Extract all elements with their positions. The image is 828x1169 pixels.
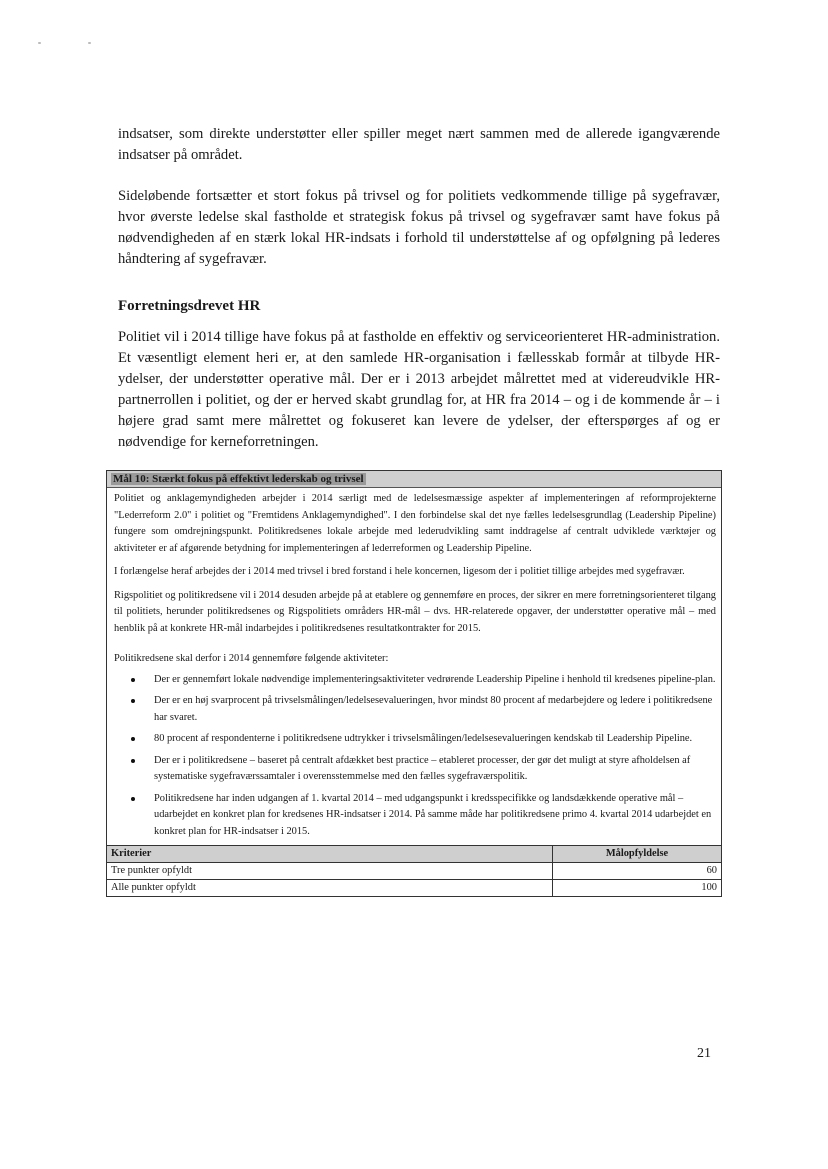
table-row <box>107 863 721 880</box>
list-item <box>114 731 716 748</box>
paragraph-2: Sideløbende fortsætter et stort fokus på trivsel og for politiets vedkommende tillige på sygefravær, hvor øverste ledelse skal fastholde et strategisk fokus på trivsel og sygefravær samt have fokus på nødvendigheden af en stærk lokal HR-indsats i forhold til understøttelse af og opfølgning på lederes håndtering af sygefravær. <box>118 188 720 267</box>
table-row <box>107 880 721 897</box>
scan-specks <box>38 42 98 46</box>
activities-list <box>114 672 716 841</box>
criteria-table <box>107 845 721 896</box>
list-item-text: Der er gennemført lokale nødvendige implementeringsaktiviteter vedrørende Leadership Pipeline i henhold til kredsenes pipeline-plan. <box>154 673 716 685</box>
scan-speck <box>88 42 91 44</box>
section-heading: Forretningsdrevet HR <box>118 298 261 314</box>
list-item <box>114 753 716 786</box>
list-item-text: 80 procent af respondenterne i politikredsene udtrykker i trivselsmålingen/ledelsesevalueringen kendskab til Leadership Pipeline. <box>154 733 693 744</box>
criterion-cell: Tre punkter opfyldt <box>107 863 553 880</box>
value-cell: 60 <box>553 863 722 880</box>
list-item <box>114 791 716 841</box>
value-cell: 100 <box>553 880 722 897</box>
paragraph-3: Politiet vil i 2014 tillige have fokus på at fastholde en effektiv og serviceorienteret HR-administration. Et væsentligt element heri er, at den samlede HR-organisation i fællesskab formår at tilbyde HR-ydelser, der understøtter operative mål. Der er i 2013 arbejdet målrettet med at videreudvikle HR-partnerrollen i politiet, og der er herved skabt grundlag for, at HR fra 2014 – og i de kommende år – i højere grad samt mere målrettet og fokuseret kan levere de ydelser, der efterspørges af og er nødvendige for kerneforretningen. <box>118 329 720 450</box>
list-item-text: Der er i politikredsene – baseret på centralt afdækket best practice – etableret processer, der gør det muligt at styre afholdelsen af systematiske sygefraværssamtaler i overensstemmelse med den fælles sygefraværspolitik. <box>154 754 691 782</box>
list-item <box>114 672 716 689</box>
activities-lead: Politikredsene skal derfor i 2014 gennemføre følgende aktiviteter: <box>114 653 389 664</box>
goal-box-title <box>107 471 721 488</box>
list-item-text: Politikredsene har inden udgangen af 1. kvartal 2014 – med udgangspunkt i kredsspecifikke og landsdækkende operative mål – udarbejdet en konkret plan for kredsenes HR-indsatser i 2014. På samme måde har politikredsene primo 4. kvartal 2014 udarbejdet en konkret plan for HR-indsatser i 2015. <box>154 792 712 837</box>
bullet-icon <box>131 759 135 763</box>
scan-speck <box>38 42 41 44</box>
criterion-cell: Alle punkter opfyldt <box>107 880 553 897</box>
goal-paragraph-3: Rigspolitiet og politikredsene vil i 2014 desuden arbejde på at etablere og gennemføre en proces, der sikrer en mere forretningsorienteret tilgang til politiets, herunder politikredsenes og Rigspolitiets områders HR-mål – dvs. HR-relaterede opgaver, der understøtter operative mål – med henblik på at konkrete HR-mål indarbejdes i politikredsenes resultatkontrakter for 2015. <box>114 589 716 634</box>
table-header-row <box>107 846 721 863</box>
goal-box <box>106 470 722 897</box>
page-number: 21 <box>697 1046 711 1061</box>
list-item-text: Der er en høj svarprocent på trivselsmålingen/ledelsesevalueringen, hvor mindst 80 procent af medarbejdere og ledere i politikredsene har svaret. <box>154 695 713 723</box>
goal-paragraph-1: Politiet og anklagemyndigheden arbejder i 2014 særligt med de ledelsesmæssige aspekter af implementeringen af reformprojekterne "Lederreform 2.0" i politiet og "Fremtidens Anklagemyndighed". I den forbindelse skal det nye fælles ledelsesgrundlag (Leadership Pipeline) fungere som omdrejningspunkt. Politikredsenes lokale arbejde med lederudvikling samt inddragelse af centralt udviklede værktøjer og aktiviteter er af afgørende betydning for implementeringen af lederreformen og Leadership Pipeline. <box>114 493 716 554</box>
bullet-icon <box>131 699 135 703</box>
goal-paragraph-2: I forlængelse heraf arbejdes der i 2014 med trivsel i bred forstand i hele koncernen, ligesom der i politiet tillige arbejdes med sygefravær. <box>114 566 685 577</box>
list-item <box>114 693 716 726</box>
goal-box-body <box>107 488 721 840</box>
bullet-icon <box>131 678 135 682</box>
goal-title-text: Mål 10: Stærkt fokus på effektivt lederskab og trivsel <box>113 473 364 485</box>
criteria-header: Kriterier <box>107 846 553 863</box>
bullet-icon <box>131 737 135 741</box>
paragraph-1: indsatser, som direkte understøtter eller spiller meget nært sammen med de allerede igangværende indsatser på området. <box>118 126 720 163</box>
bullet-icon <box>131 797 135 801</box>
fulfillment-header: Målopfyldelse <box>553 846 722 863</box>
